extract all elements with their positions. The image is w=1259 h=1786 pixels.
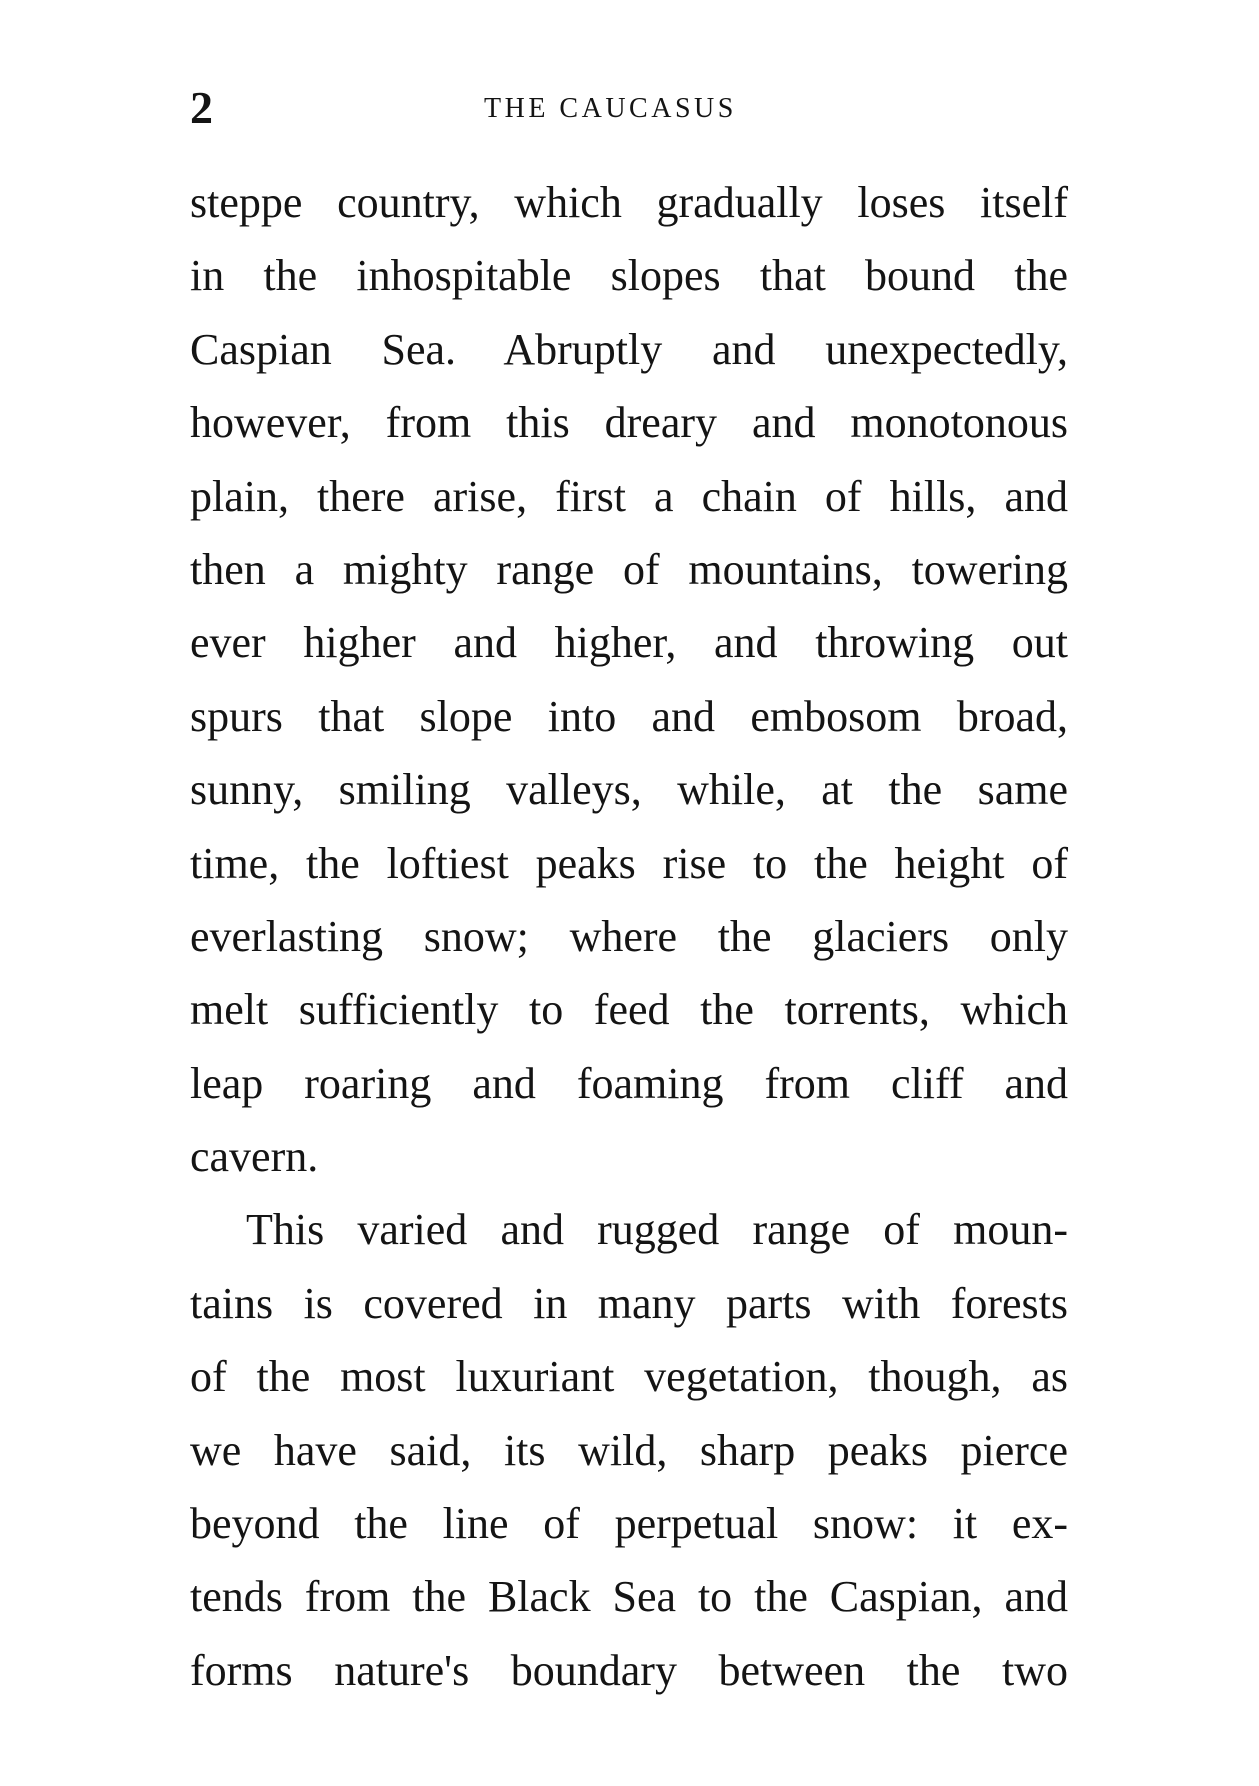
text-line: tains is covered in many parts with forests bbox=[190, 1278, 1068, 1328]
text-line: forms nature's boundary between the two bbox=[190, 1645, 1068, 1695]
text-line: however, from this dreary and monotonous bbox=[190, 398, 1068, 448]
text-line: cavern. bbox=[190, 1132, 319, 1182]
text-line: we have said, its wild, sharp peaks pierce bbox=[190, 1425, 1068, 1475]
text-line: melt sufficiently to feed the torrents, which bbox=[190, 985, 1068, 1035]
text-line: spurs that slope into and embosom broad, bbox=[190, 691, 1068, 741]
text-line: plain, there arise, first a chain of hills, and bbox=[190, 471, 1068, 521]
text-line: everlasting snow; where the glaciers only bbox=[190, 911, 1068, 961]
page-number: 2 bbox=[190, 82, 213, 133]
text-line: in the inhospitable slopes that bound the bbox=[190, 251, 1068, 301]
body-text bbox=[190, 166, 1068, 1707]
text-line: of the most luxuriant vegetation, though, as bbox=[190, 1352, 1068, 1402]
text-line: time, the loftiest peaks rise to the height of bbox=[190, 838, 1068, 888]
text-line: steppe country, which gradually loses itself bbox=[190, 178, 1068, 227]
text-line: tends from the Black Sea to the Caspian, and bbox=[190, 1572, 1068, 1622]
paragraph-2 bbox=[190, 1193, 1068, 1707]
paragraph-1 bbox=[190, 166, 1068, 1193]
text-line: beyond the line of perpetual snow: it ex- bbox=[190, 1499, 1068, 1549]
text-line: ever higher and higher, and throwing out bbox=[190, 618, 1068, 668]
text-line: Caspian Sea. Abruptly and unexpectedly, bbox=[190, 324, 1068, 374]
text-line: then a mighty range of mountains, towering bbox=[190, 544, 1068, 594]
text-line: This varied and rugged range of moun- bbox=[246, 1205, 1068, 1255]
text-line: leap roaring and foaming from cliff and bbox=[190, 1058, 1068, 1108]
running-head: THE CAUCASUS bbox=[484, 93, 737, 124]
text-line: sunny, smiling valleys, while, at the same bbox=[190, 765, 1068, 815]
page-header bbox=[190, 78, 1070, 138]
